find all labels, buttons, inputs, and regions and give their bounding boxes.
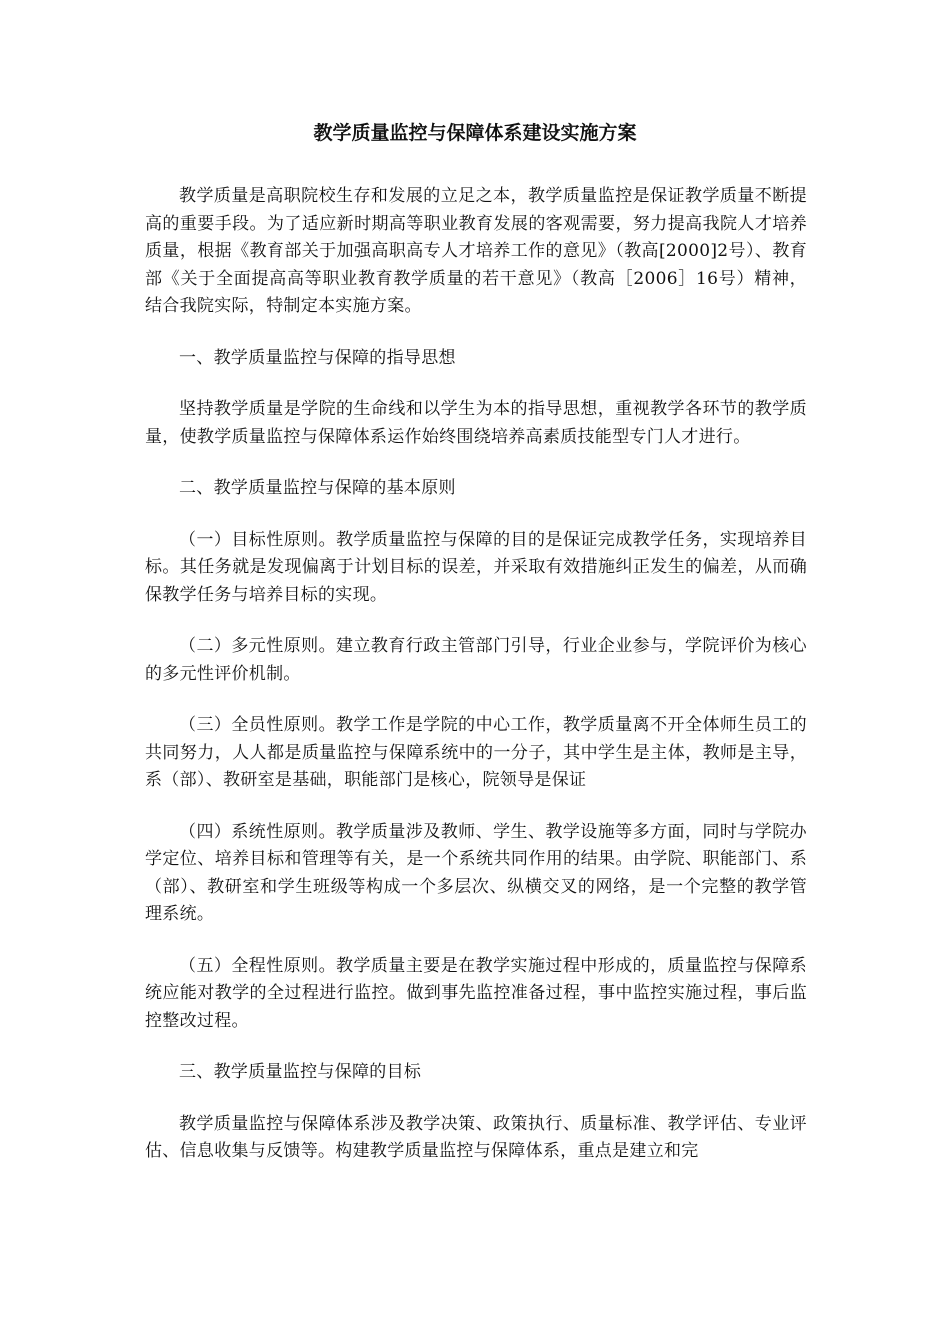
paragraph-principle-systematic: （四）系统性原则。教学质量涉及教师、学生、教学设施等多方面，同时与学院办学定位、培养目标和管理等有关，是一个系统共同作用的结果。由学院、职能部门、系（部）、教研室和学生班级等构成一个多层次、纵横交叉的网络，是一个完整的教学管理系统。 [145, 821, 807, 924]
document-title: 教学质量监控与保障体系建设实施方案 [313, 122, 637, 144]
paragraph-principle-whole-process: （五）全程性原则。教学质量主要是在教学实施过程中形成的，质量监控与保障系统应能对教学的全过程进行监控。做到事先监控准备过程，事中监控实施过程，事后监控整改过程。 [145, 955, 807, 1031]
paragraph-intro: 教学质量是高职院校生存和发展的立足之本，教学质量监控是保证教学质量不断提高的重要手段。为了适应新时期高等职业教育发展的客观需要，努力提高我院人才培养质量，根据《教育部关于加强高职高专人才培养工作的意见》（教高[2000]2号）、教育部《关于全面提高高等职业教育教学质量的若干意见》（教高［2006］16号）精神，结合我院实际，特制定本实施方案。 [145, 186, 807, 316]
paragraph-objectives: 教学质量监控与保障体系涉及教学决策、政策执行、质量标准、教学评估、专业评估、信息收集与反馈等。构建教学质量监控与保障体系，重点是建立和完 [145, 1113, 807, 1161]
paragraph-principle-participation: （三）全员性原则。教学工作是学院的中心工作，教学质量离不开全体师生员工的共同努力，人人都是质量监控与保障系统中的一分子，其中学生是主体，教师是主导，系（部）、教研室是基础，职能部门是核心，院领导是保证 [145, 715, 807, 790]
paragraph-principle-goal: （一）目标性原则。教学质量监控与保障的目的是保证完成教学任务，实现培养目标。其任务就是发现偏离于计划目标的误差，并采取有效措施纠正发生的偏差，从而确保教学任务与培养目标的实现。 [145, 529, 807, 605]
paragraph-guiding-ideology: 坚持教学质量是学院的生命线和以学生为本的指导思想，重视教学各环节的教学质量，使教学质量监控与保障体系运作始终围绕培养高素质技能型专门人才进行。 [145, 399, 807, 447]
section-heading-guiding-ideology: 一、教学质量监控与保障的指导思想 [179, 347, 456, 368]
section-heading-objectives: 三、教学质量监控与保障的目标 [179, 1062, 422, 1082]
document-body [145, 183, 807, 1190]
paragraph-principle-diversity: （二）多元性原则。建立教育行政主管部门引导，行业企业参与，学院评价为核心的多元性评价机制。 [145, 636, 807, 684]
section-heading-basic-principles: 二、教学质量监控与保障的基本原则 [179, 478, 456, 498]
